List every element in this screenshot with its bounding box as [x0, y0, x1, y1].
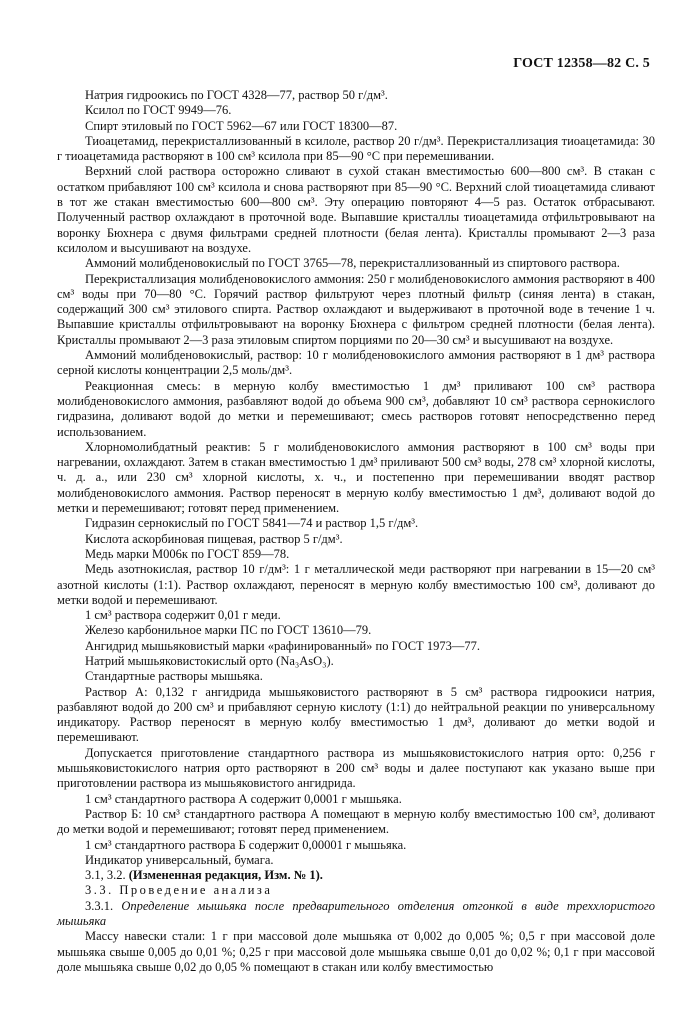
paragraph: Натрия гидроокись по ГОСТ 4328—77, раствор 50 г/дм³.: [85, 88, 388, 102]
paragraph: Гидразин сернокислый по ГОСТ 5841—74 и раствор 1,5 г/дм³.: [85, 516, 419, 531]
paragraph: Реакционная смесь: в мерную колбу вместимостью 1 дм³ приливают 100 см³ раствора молибденовокислого аммония, разбавляют водой до объема 900 см³, добавляют 10 см³ раствора сернокислого гидразина, доливают водой до метки и перемешивают; смесь растворов готовят непосредственно перед использованием.: [57, 378, 655, 439]
paragraph: Допускается приготовление стандартного раствора из мышьяковистокислого натрия орто: 0,256 г мышьяковистокислого натрия орто растворяют в 200 см³ воды и далее поступают как указано выше при приготовлении раствора из мышьяковистого ангидрида.: [57, 745, 655, 791]
paragraph: Железо карбонильное марки ПС по ГОСТ 13610—79.: [85, 623, 372, 638]
paragraph: Ангидрид мышьяковистый марки «рафинированный» по ГОСТ 1973—77.: [85, 638, 480, 653]
paragraph: Верхний слой раствора осторожно сливают в сухой стакан вместимостью 600—800 см³. В стакан с остатком прибавляют 100 см³ ксилола и снова растворяют при 85—90 °С. Верхний слой тиоацетамида сливают в тот же стакан вместимостью 600—800 см³. Эту операцию повторяют 4—5 раз. Остаток отбрасывают. Полученный раствор охлаждают в проточной воде. Выпавшие кристаллы тиоацетамида отфильтровывают на воронку Бюхнера с двумя фильтрами средней плотности (белая лента). Кристаллы промывают 2—3 раза ксилолом и высушивают на воздухе.: [57, 164, 655, 255]
section-heading-3-3-1: [57, 899, 655, 930]
paragraph: Аммоний молибденовокислый, раствор: 10 г молибденовокислого аммония растворяют в 1 дм³ раствора серной кислоты концентрации 2,5 моль/дм³.: [57, 348, 655, 378]
section-heading-3-3: 3.3. Проведение анализа: [85, 883, 273, 898]
page-header: ГОСТ 12358—82 С. 5: [513, 56, 650, 71]
paragraph: Ксилол по ГОСТ 9949—76.: [85, 103, 232, 118]
paragraph: Хлорномолибдатный реактив: 5 г молибденовокислого аммония растворяют в 100 см³ воды при нагревании, охлаждают. Затем в стакан вместимостью 1 дм³ приливают 500 см³ воды, 278 см³ хлорной кислоты, ч. д. а., или 230 см³ хлорной кислоты, х. ч., и постепенно при перемешивании вводят раствор молибденовокислого аммония. Раствор переносят в мерную колбу вместимостью 1 дм³, доливают водой до метки и перемешивают; готовят перед применением.: [57, 439, 655, 516]
change-note-edition: (Измененная редакция, Изм. № 1).: [128, 868, 323, 883]
paragraph: Спирт этиловый по ГОСТ 5962—67 или ГОСТ 18300—87.: [85, 118, 398, 133]
paragraph: Медь азотнокислая, раствор 10 г/дм³: 1 г металлической меди растворяют при нагревании в 15—20 см³ азотной кислоты (1:1). Раствор охлаждают, переносят в мерную колбу вместимостью 100 см³, доливают до метки водой и перемешивают.: [57, 562, 655, 607]
section-title: Определение мышьяка после предварительного отделения отгонкой в виде треххлористого мышьяка: [57, 898, 655, 929]
paragraph: 1 см³ стандартного раствора Б содержит 0,00001 г мышьяка.: [85, 837, 407, 852]
change-note: [57, 868, 655, 883]
paragraph: Кислота аскорбиновая пищевая, раствор 5 г/дм³.: [85, 531, 343, 546]
paragraph: Индикатор универсальный, бумага.: [85, 852, 274, 867]
paragraph: Перекристаллизация молибденовокислого аммония: 250 г молибденовокислого аммония растворяют в 400 см³ воды при 70—80 °С. Горячий раствор фильтруют через плотный фильтр (синяя лента) в стакан, содержащий 300 см³ этилового спирта. Раствор охлаждают и выдерживают в проточной воде в течение 1 ч. Выпавшие кристаллы отфильтровывают на воронку Бюхнера с фильтром средней плотности (белая лента). Кристаллы промывают 2—3 раза этиловым спиртом порциями по 20—30 см³ и высушивают на воздухе.: [57, 271, 655, 347]
paragraph: Медь марки М006к по ГОСТ 859—78.: [85, 546, 290, 561]
paragraph: Раствор А: 0,132 г ангидрида мышьяковистого растворяют в 5 см³ раствора гидроокиси натрия, разбавляют водой до 200 см³ и прибавляют серную кислоту (1:1) до нейтральной реакции по универсальному индикатору. Раствор переносят в мерную колбу вместимостью 1 дм³, доливают до метки водой и перемешивают.: [57, 684, 655, 745]
paragraph: Массу навески стали: 1 г при массовой доле мышьяка от 0,002 до 0,005 %; 0,5 г при массовой доле мышьяка свыше 0,005 до 0,01 %; 0,25 г при массовой доле мышьяка свыше 0,01 до 0,02 %; 0,1 г при массовой доле мышьяка свыше 0,02 до 0,05 % помещают в стакан или колбу вместимостью: [57, 929, 655, 974]
change-note-prefix: 3.1, 3.2.: [85, 868, 129, 883]
document-body: [57, 88, 655, 975]
paragraph: Тиоацетамид, перекристаллизованный в ксилоле, раствор 20 г/дм³. Перекристаллизация тиоацетамида: 30 г тиоацетамида растворяют в 100 см³ ксилола при 85—90 °С при перемешивании.: [57, 133, 655, 164]
paragraph: 1 см³ раствора содержит 0,01 г меди.: [85, 608, 281, 623]
paragraph: Стандартные растворы мышьяка.: [85, 669, 263, 684]
section-number: 3.3.1.: [85, 898, 114, 913]
paragraph: Раствор Б: 10 см³ стандартного раствора А помещают в мерную колбу вместимостью 100 см³, доливают до метки водой и перемешивают; готовят перед применением.: [57, 806, 655, 837]
paragraph: Аммоний молибденовокислый по ГОСТ 3765—78, перекристаллизованный из спиртового раствора.: [85, 256, 620, 271]
paragraph: Натрий мышьяковистокислый орто (Na₃AsO₃).: [85, 653, 334, 668]
paragraph: 1 см³ стандартного раствора А содержит 0,0001 г мышьяка.: [85, 791, 402, 806]
